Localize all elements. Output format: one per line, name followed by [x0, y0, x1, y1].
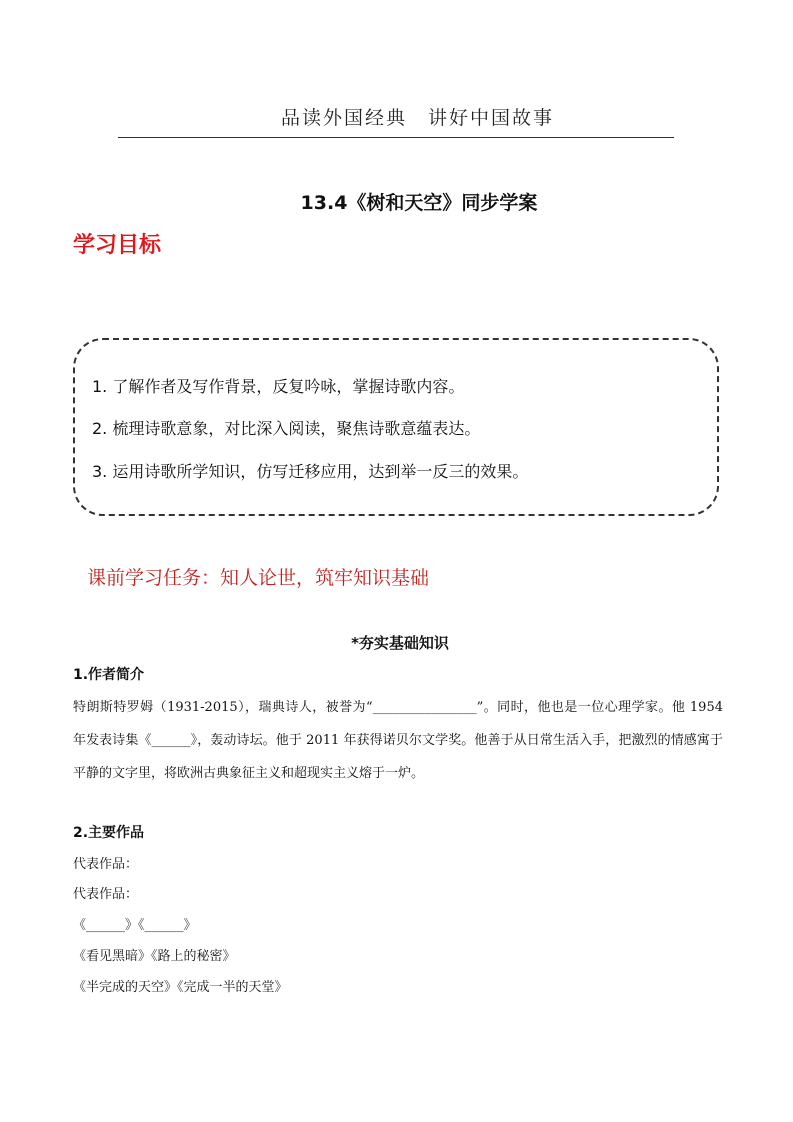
- goal-item-3: 3. 运用诗歌所学知识，仿写迁移应用，达到举一反三的效果。: [92, 462, 529, 481]
- author-heading: 1.作者简介: [73, 667, 145, 683]
- works-heading: 2.主要作品: [73, 825, 145, 841]
- works-line-1: 代表作品：: [73, 857, 139, 872]
- goal-item-2: 2. 梳理诗歌意象，对比深入阅读，聚焦诗歌意蕴表达。: [92, 419, 481, 438]
- pre-class-task-heading: 课前学习任务：知人论世，筑牢知识基础: [87, 567, 430, 589]
- author-paragraph: 特朗斯特罗姆（1931-2015），瑞典诗人，被誉为“________________”。同时，他也是一位心理学家。他 1954 年发表诗集《______》，轰动诗坛。他于 2011 年获得诺贝尔文学奖。他善于从日常生活入手，把激烈的情感寓于平静的文字里，将欧洲古典象征主义和超现实主义熔于一炉。: [73, 700, 723, 781]
- header-divider: [118, 137, 674, 138]
- section-heading-goals: 学习目标: [73, 233, 162, 258]
- document-title: 13.4《树和天空》同步学案: [300, 192, 538, 214]
- works-line-5: 《半完成的天空》《完成一半的天堂》: [73, 980, 288, 995]
- header-title: 品读外国经典 讲好中国故事: [280, 107, 554, 129]
- goal-item-1: 1. 了解作者及写作背景，反复吟咏，掌握诗歌内容。: [92, 377, 465, 396]
- works-line-3: 《______》《______》: [73, 918, 197, 933]
- works-line-4: 《看见黑暗》《路上的秘密》: [73, 949, 236, 964]
- works-line-2: 代表作品：: [73, 887, 139, 902]
- basics-heading: *夯实基础知识: [351, 634, 449, 652]
